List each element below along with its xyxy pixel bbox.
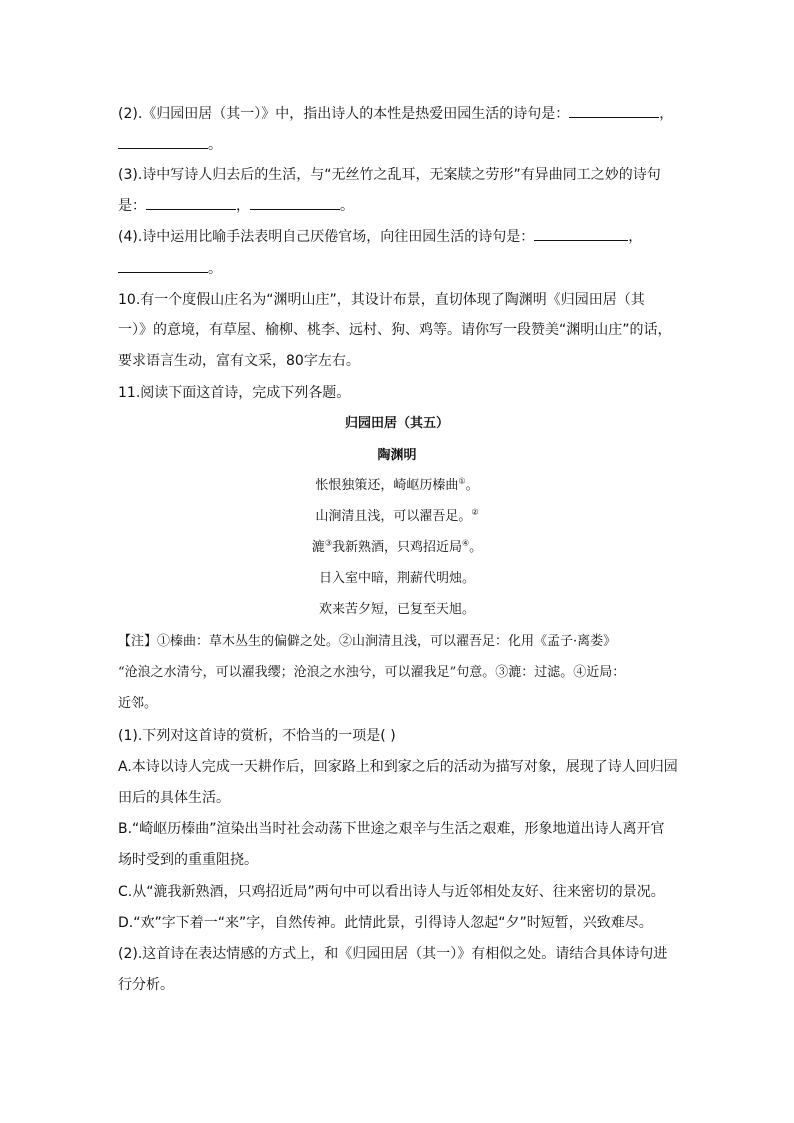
poem-line-3-pre: 漉 — [311, 540, 325, 555]
poem-line-3-text: 我新熟酒，只鸡招近局 — [331, 540, 462, 555]
answer-blank[interactable] — [534, 226, 628, 241]
q11-sub2-line2: 行分析。 — [118, 977, 174, 993]
period: 。 — [208, 137, 222, 153]
option-a-line2[interactable]: 田后的具体生活。 — [118, 790, 230, 806]
option-b-line2[interactable]: 场时受到的重重阻挠。 — [118, 852, 258, 868]
poem-line-2-text: 山涧清且浅，可以濯吾足。 — [315, 509, 472, 524]
comma: ， — [659, 106, 674, 122]
poem-line-1-text: 怅恨独策还，崎岖历榛曲 — [315, 478, 459, 493]
poem-author: 陶渊明 — [377, 448, 417, 463]
answer-blank[interactable] — [118, 258, 208, 273]
q9-part3-prefix: 是： — [118, 198, 146, 214]
option-a-line1[interactable]: A.本诗以诗人完成一天耕作后，回家路上和到家之后的活动为描写对象，展现了诗人回归园 — [118, 759, 678, 775]
note-line-1: 【注】①榛曲：草木丛生的偏僻之处。②山涧清且浅，可以濯吾足：化用《孟子·离娄》 — [118, 634, 617, 649]
q9-part2-line2 — [118, 134, 678, 156]
q11-intro: 11.阅读下面这首诗，完成下列各题。 — [118, 385, 351, 401]
q9-part2-text: (2).《归园田居（其一）》中，指出诗人的本性是热爱田园生活的诗句是： — [118, 106, 570, 122]
q10-line1: 10.有一个度假山庄名为“渊明山庄”，其设计布景，直切体现了陶渊明《归园田居（其 — [118, 292, 645, 308]
q10-line3: 要求语言生动，富有文采，80字左右。 — [118, 353, 360, 369]
poem-line-1 — [0, 476, 794, 496]
note-line-2: “沧浪之水清兮，可以濯我缨；沧浪之水浊兮，可以濯我足”句意。③漉：过滤。④近局： — [118, 665, 626, 680]
q11-sub1-stem: (1).下列对这首诗的赏析，不恰当的一项是( ) — [118, 728, 396, 744]
period: 。 — [340, 198, 354, 214]
q9-part4-line1 — [118, 226, 678, 248]
footnote-marker: ③ — [324, 538, 332, 548]
poem-line-4: 日入室中暗，荆薪代明烛。 — [318, 571, 475, 586]
q9-part3-line2 — [118, 195, 678, 217]
q10-line2: 一）》的意境，有草屋、榆柳、桃李、远村、狗、鸡等。请你写一段赞美“渊明山庄”的话， — [118, 322, 672, 338]
footnote-marker: ② — [471, 507, 479, 517]
period: 。 — [469, 540, 483, 555]
answer-blank[interactable] — [146, 195, 236, 210]
answer-blank[interactable] — [250, 195, 340, 210]
answer-blank[interactable] — [118, 134, 208, 149]
option-d[interactable]: D.“欢”字下着一“来”字，自然传神。此情此景，引得诗人忽起“夕”时短暂，兴致难尽。 — [118, 915, 653, 931]
q9-part2-line1 — [118, 103, 678, 125]
comma: ， — [628, 229, 643, 245]
footnote-marker: ④ — [462, 538, 470, 548]
footnote-marker: ① — [458, 476, 466, 486]
poem-line-2 — [0, 507, 794, 527]
poem-title: 归园田居（其五） — [344, 416, 449, 431]
q9-part4-text: (4).诗中运用比喻手法表明自己厌倦官场，向往田园生活的诗句是： — [118, 229, 535, 245]
option-b-line1[interactable]: B.“崎岖历榛曲”渲染出当时社会动荡下世途之艰辛与生活之艰难，形象地道出诗人离开官 — [118, 821, 665, 837]
q9-part3-line1: (3).诗中写诗人归去后的生活，与“无丝竹之乱耳，无案牍之劳形”有异曲同工之妙的诗句 — [118, 167, 661, 183]
q9-part4-line2 — [118, 258, 678, 280]
poem-line-5: 欢来苦夕短，已复至天旭。 — [318, 602, 475, 617]
poem-line-3 — [0, 538, 794, 558]
comma: ， — [236, 198, 250, 214]
period: 。 — [208, 261, 222, 277]
period: 。 — [465, 478, 479, 493]
note-line-3: 近邻。 — [118, 696, 158, 711]
option-c[interactable]: C.从“漉我新熟酒，只鸡招近局”两句中可以看出诗人与近邻相处友好、往来密切的景况。 — [118, 884, 665, 900]
answer-blank[interactable] — [569, 103, 659, 118]
q11-sub2-line1: (2).这首诗在表达情感的方式上，和《归园田居（其一）》有相似之处。请结合具体诗句进 — [118, 946, 668, 962]
